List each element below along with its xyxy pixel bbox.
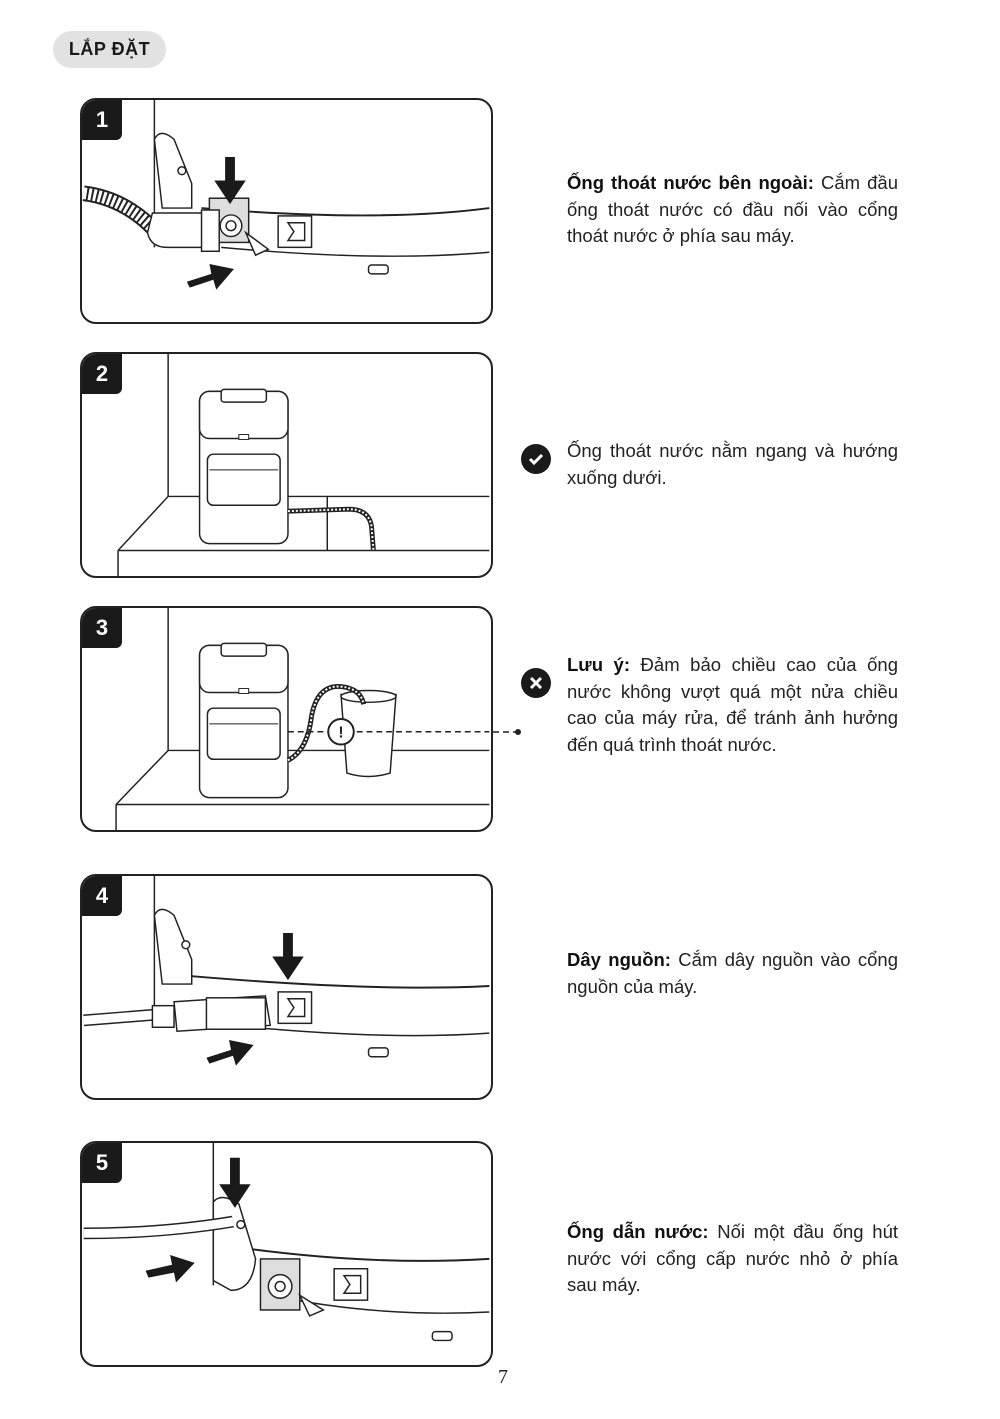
step-3-illustration — [80, 606, 493, 832]
step-4-text: Cắm dây nguồn vào cổng nguồn của máy. — [567, 949, 898, 997]
step-3-text: Đảm bảo chiều cao của ống nước không vượt quá một nửa chiều cao của máy rửa, để tránh ảnh hưởng đến quá trình thoát nước. — [567, 654, 898, 755]
step-4-illustration — [80, 874, 493, 1100]
step-4-description — [567, 947, 898, 1000]
hose-height-warning-illustration — [82, 608, 491, 830]
water-inlet-connection-illustration — [82, 1143, 491, 1365]
step-5-title: Ống dẫn nước: — [567, 1221, 709, 1242]
page-number: 7 — [498, 1366, 508, 1388]
step-5-description — [567, 1219, 898, 1299]
step-3-description — [567, 652, 898, 758]
step-2-text: Ống thoát nước nằm ngang và hướng xuống dưới. — [567, 440, 898, 488]
step-3-title: Lưu ý: — [567, 654, 630, 675]
right-arrow-icon — [206, 1040, 253, 1066]
section-tag — [53, 31, 166, 68]
drain-hose-connection-illustration — [82, 100, 491, 322]
right-arrow-icon — [187, 264, 234, 290]
step-4-title: Dây nguồn: — [567, 949, 671, 970]
step-number-badge: 2 — [82, 354, 122, 394]
step-1-title: Ống thoát nước bên ngoài: — [567, 172, 814, 193]
step-number-badge: 5 — [82, 1143, 122, 1183]
step-number-badge: 4 — [82, 876, 122, 916]
step-1-description — [567, 170, 898, 250]
step-1-text: Cắm đầu ống thoát nước có đầu nối vào cổng thoát nước ở phía sau máy. — [567, 172, 898, 246]
section-label: LẮP ĐẶT — [68, 39, 151, 59]
svg-text:!: ! — [338, 724, 344, 742]
right-arrow-icon — [146, 1255, 195, 1283]
step-5-illustration — [80, 1141, 493, 1367]
step-1-illustration — [80, 98, 493, 324]
hose-placement-correct-illustration — [82, 354, 491, 576]
down-arrow-icon — [272, 933, 303, 980]
dashed-line-extension — [493, 728, 523, 736]
warning-icon — [328, 719, 354, 745]
checkmark-circle-icon — [521, 444, 551, 474]
power-cord-connection-illustration — [82, 876, 491, 1098]
step-2-illustration — [80, 352, 493, 578]
step-number-badge: 3 — [82, 608, 122, 648]
x-circle-icon — [521, 668, 551, 698]
down-arrow-icon — [214, 157, 245, 204]
step-2-description — [567, 438, 898, 491]
step-5-text: Nối một đầu ống hút nước với cổng cấp nước nhỏ ở phía sau máy. — [567, 1221, 898, 1295]
step-number-badge: 1 — [82, 100, 122, 140]
